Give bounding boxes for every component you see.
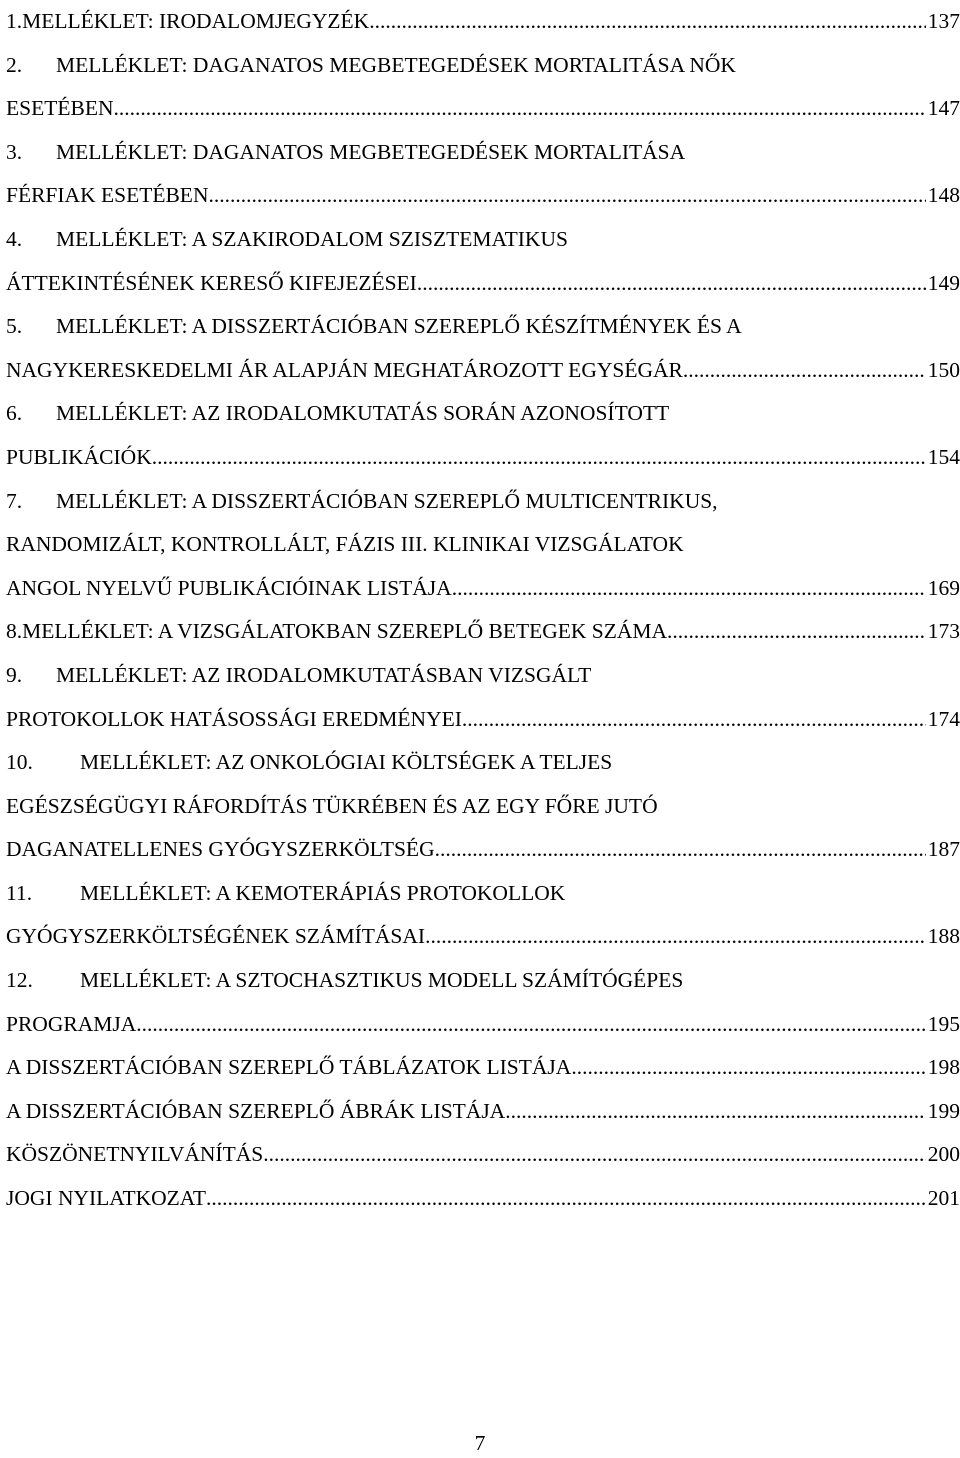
toc-entry-title: DAGANATELLENES GYÓGYSZERKÖLTSÉG [6, 837, 435, 862]
dot-leader [369, 0, 926, 44]
dot-leader [425, 915, 926, 959]
toc-entry-line [6, 828, 960, 872]
dot-leader [206, 1177, 926, 1221]
toc-entry-page: 137 [927, 9, 960, 33]
dot-leader [263, 1133, 926, 1177]
toc-entry-page: 198 [927, 1055, 960, 1080]
toc-entry-line [6, 610, 960, 654]
toc-entry[interactable] [6, 392, 960, 479]
toc-entry-title: MELLÉKLET: AZ IRODALOMKUTATÁS SORÁN AZONOSÍTOTT [56, 401, 670, 426]
toc-entry[interactable] [6, 654, 960, 741]
toc-entry-line [6, 698, 960, 742]
toc-entry-page: 188 [927, 924, 960, 949]
toc-entry-line [6, 872, 960, 916]
toc-entry-line [6, 218, 960, 262]
toc-entry[interactable] [6, 305, 960, 392]
toc-entry-title: MELLÉKLET: A KEMOTERÁPIÁS PROTOKOLLOK [80, 880, 566, 905]
page-number: 7 [474, 1431, 486, 1455]
toc-entry-title: GYÓGYSZERKÖLTSÉGÉNEK SZÁMÍTÁSAI [6, 924, 426, 949]
toc-entry-title: MELLÉKLET: A DISSZERTÁCIÓBAN SZEREPLŐ MULTICENTRIKUS, [56, 488, 718, 513]
dot-leader [136, 1003, 926, 1047]
toc-entry[interactable] [6, 0, 960, 44]
toc-entry-title: MELLÉKLET: AZ IRODALOMKUTATÁSBAN VIZSGÁLT [56, 662, 592, 687]
toc-entry-title: KÖSZÖNETNYILVÁNÍTÁS [6, 1142, 264, 1167]
toc-entry-line [6, 915, 960, 959]
toc-entry-page: 173 [927, 619, 960, 644]
toc-entry-number: 8. [6, 619, 23, 644]
toc-entry-line [6, 436, 960, 480]
toc-entry-line [6, 523, 960, 567]
toc-entry-line [6, 785, 960, 829]
toc-entry-number: 5. [6, 314, 23, 339]
toc-entry-number: 9. [6, 662, 23, 687]
toc-entry-title: FÉRFIAK ESETÉBEN [6, 183, 209, 208]
toc-entry-number: 1. [6, 9, 23, 33]
toc-entry-line [6, 0, 960, 44]
dot-leader [435, 828, 926, 872]
toc-entry-title: A DISSZERTÁCIÓBAN SZEREPLŐ ÁBRÁK LISTÁJA [6, 1098, 506, 1123]
toc-entry-page: 200 [927, 1142, 960, 1167]
toc-entry[interactable] [6, 480, 960, 611]
toc-entry[interactable] [6, 959, 960, 1046]
toc-entry-page: 195 [927, 1011, 960, 1036]
toc-entry-page: 148 [927, 183, 960, 208]
toc-entry-number: 10. [6, 750, 33, 775]
toc-entry-number: 3. [6, 139, 23, 164]
toc-entry-page: 174 [927, 706, 960, 731]
toc-entry-page: 187 [927, 837, 960, 862]
toc-entry-title: ÁTTEKINTÉSÉNEK KERESŐ KIFEJEZÉSEI [6, 270, 417, 295]
toc-entry-title: PROTOKOLLOK HATÁSOSSÁGI EREDMÉNYEI [6, 706, 462, 731]
toc-entry-line [6, 480, 960, 524]
toc-entry-title: MELLÉKLET: A SZTOCHASZTIKUS MODELL SZÁMÍTÓGÉPES [80, 968, 684, 993]
toc-entry-title: PROGRAMJA [6, 1011, 137, 1036]
toc-entry[interactable] [6, 872, 960, 959]
toc-entry-page: 199 [927, 1098, 960, 1123]
toc-entry-line [6, 262, 960, 306]
toc-entry-title: EGÉSZSÉGÜGYI RÁFORDÍTÁS TÜKRÉBEN ÉS AZ EGY FŐRE JUTÓ [6, 793, 658, 818]
toc-entry-title: ANGOL NYELVŰ PUBLIKÁCIÓINAK LISTÁJA [6, 575, 452, 600]
toc-entry-line [6, 741, 960, 785]
toc-entry-line [6, 305, 960, 349]
toc-entry[interactable] [6, 1090, 960, 1134]
toc-entry-title: RANDOMIZÁLT, KONTROLLÁLT, FÁZIS III. KLINIKAI VIZSGÁLATOK [6, 532, 684, 557]
toc-entry[interactable] [6, 1177, 960, 1221]
toc-entry-number: 12. [6, 968, 33, 993]
toc-entry-title: MELLÉKLET: A SZAKIRODALOM SZISZTEMATIKUS [56, 226, 568, 251]
toc-entry-line [6, 1046, 960, 1090]
toc-entry-number: 7. [6, 488, 23, 513]
toc-entry-title: MELLÉKLET: DAGANATOS MEGBETEGEDÉSEK MORTALITÁSA NŐK [56, 52, 736, 77]
toc-entry-page: 147 [927, 96, 960, 121]
toc-entry-line [6, 1090, 960, 1134]
toc-entry[interactable] [6, 131, 960, 218]
toc-entry-page: 169 [927, 575, 960, 600]
toc-entry-line [6, 392, 960, 436]
dot-leader [462, 698, 926, 742]
toc-entry-line [6, 44, 960, 88]
toc-entry-number: 11. [6, 880, 33, 905]
toc-entry-title: NAGYKERESKEDELMI ÁR ALAPJÁN MEGHATÁROZOTT EGYSÉGÁR [6, 357, 683, 382]
toc-entry-number: 4. [6, 226, 23, 251]
toc-entry-line [6, 654, 960, 698]
toc-entry-line [6, 959, 960, 1003]
toc-entry[interactable] [6, 741, 960, 872]
toc-entry[interactable] [6, 1046, 960, 1090]
toc-entry-line [6, 1003, 960, 1047]
toc-entry[interactable] [6, 44, 960, 131]
toc-entry-title: ESETÉBEN [6, 96, 114, 121]
toc-entry-title: MELLÉKLET: A DISSZERTÁCIÓBAN SZEREPLŐ KÉSZÍTMÉNYEK ÉS A [56, 314, 742, 339]
toc-entry[interactable] [6, 610, 960, 654]
toc-entry-title: A DISSZERTÁCIÓBAN SZEREPLŐ TÁBLÁZATOK LISTÁJA [6, 1055, 572, 1080]
toc-entry-page: 201 [927, 1186, 960, 1211]
toc-entry-title: MELLÉKLET: AZ ONKOLÓGIAI KÖLTSÉGEK A TELJES [80, 750, 613, 775]
toc-entry-title: MELLÉKLET: DAGANATOS MEGBETEGEDÉSEK MORTALITÁSA [56, 139, 686, 164]
dot-leader [667, 610, 926, 654]
toc-entry-number: 6. [6, 401, 23, 426]
toc-entry-title: MELLÉKLET: IRODALOMJEGYZÉK [22, 9, 370, 33]
toc-entry-title: PUBLIKÁCIÓK [6, 444, 152, 469]
toc-entry-page: 154 [927, 444, 960, 469]
dot-leader [417, 262, 926, 306]
dot-leader [452, 567, 926, 611]
dot-leader [571, 1046, 925, 1090]
toc-entry-title: JOGI NYILATKOZAT [6, 1186, 207, 1211]
toc-entry-number: 2. [6, 52, 23, 77]
toc-entry[interactable] [6, 1133, 960, 1177]
dot-leader [683, 349, 926, 393]
toc-entry-line [6, 1177, 960, 1221]
dot-leader [152, 436, 926, 480]
dot-leader [505, 1090, 926, 1134]
toc-entry-page: 150 [927, 357, 960, 382]
toc-entry-line [6, 131, 960, 175]
toc-entry-line [6, 174, 960, 218]
toc-entry-line [6, 87, 960, 131]
toc-entry-page: 149 [927, 270, 960, 295]
dot-leader [114, 87, 926, 131]
toc-entry-line [6, 1133, 960, 1177]
toc-entry-title: MELLÉKLET: A VIZSGÁLATOKBAN SZEREPLŐ BETEGEK SZÁMA [22, 619, 668, 644]
toc-entry-line [6, 349, 960, 393]
dot-leader [208, 174, 925, 218]
table-of-contents [6, 0, 960, 1221]
toc-entry[interactable] [6, 218, 960, 305]
toc-entry-line [6, 567, 960, 611]
